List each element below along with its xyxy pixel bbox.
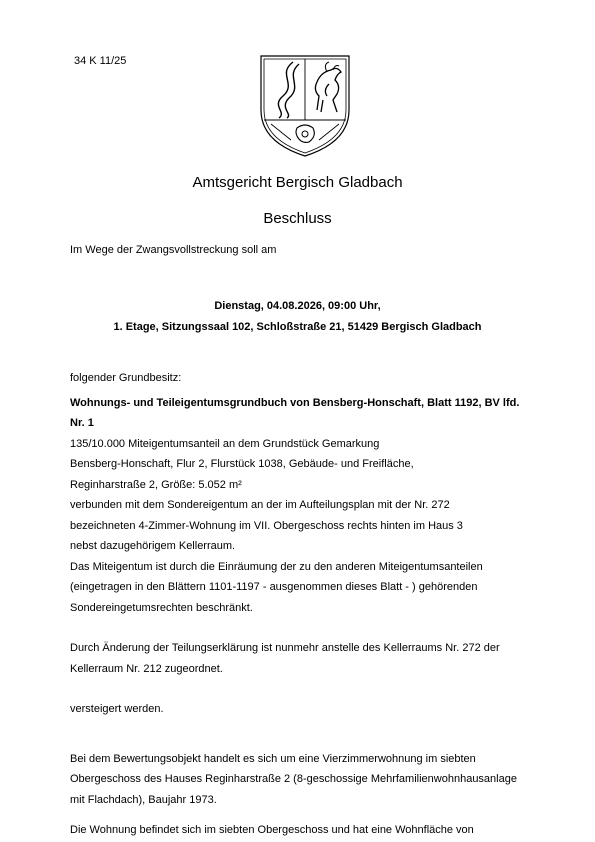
court-name: Amtsgericht Bergisch Gladbach: [192, 174, 403, 191]
nrw-coat-of-arms-icon: [257, 50, 353, 160]
description-paragraph: Bei dem Bewertungsobjekt handelt es sich um eine Vierzimmerwohnung im siebten Obergeschoss des Hauses Reginharstraße 2 (8-geschossige Mehrfamilienwohnhausanlage mit Flachdach), Baujahr 1973.: [70, 752, 517, 806]
property-line: bezeichneten 4-Zimmer-Wohnung im VII. Obergeschoss rechts hinten im Haus 3: [70, 519, 463, 532]
description-continuation: Die Wohnung befindet sich im siebten Obergeschoss und hat eine Wohnfläche von: [70, 824, 474, 836]
intro-text: Im Wege der Zwangsvollstreckung soll am: [70, 244, 277, 256]
property-section: [70, 368, 530, 841]
property-line: Bensberg-Honschaft, Flur 2, Flurstück 1038, Gebäude- und Freifläche,: [70, 458, 414, 470]
property-line: nebst dazugehörigem Kellerraum.: [70, 540, 236, 552]
property-label: folgender Grundbesitz:: [70, 372, 182, 384]
document-type: Beschluss: [263, 210, 332, 227]
register-title: Wohnungs- und Teileigentumsgrundbuch von Bensberg-Honschaft, Blatt 1192, BV lfd. Nr. 1: [70, 396, 520, 429]
amendment-text: Durch Änderung der Teilungserklärung ist nunmehr anstelle des Kellerraums Nr. 272 der Kellerraum Nr. 212 zugeordnet.: [70, 642, 500, 675]
appointment-location: 1. Etage, Sitzungssaal 102, Schloßstraße 21, 51429 Bergisch Gladbach: [113, 321, 482, 333]
property-line: Sondereingetumsrechten beschränkt.: [70, 601, 253, 614]
property-line: 135/10.000 Miteigentumsanteil an dem Grundstück Gemarkung: [70, 437, 380, 450]
case-number: 34 K 11/25: [74, 55, 127, 67]
property-line: Das Miteigentum ist durch die Einräumung der zu den anderen Miteigentumsanteilen: [70, 560, 483, 573]
appointment-block: [70, 296, 525, 338]
closing-text: versteigert werden.: [70, 703, 164, 715]
property-line: Reginharstraße 2, Größe: 5.052 m²: [70, 478, 242, 491]
property-line: verbunden mit dem Sondereigentum an der im Aufteilungsplan mit der Nr. 272: [70, 499, 450, 511]
property-line: (eingetragen in den Blättern 1101-1197 - ausgenommen dieses Blatt - ) gehörenden: [70, 581, 478, 593]
appointment-date-time: Dienstag, 04.08.2026, 09:00 Uhr,: [214, 300, 381, 312]
